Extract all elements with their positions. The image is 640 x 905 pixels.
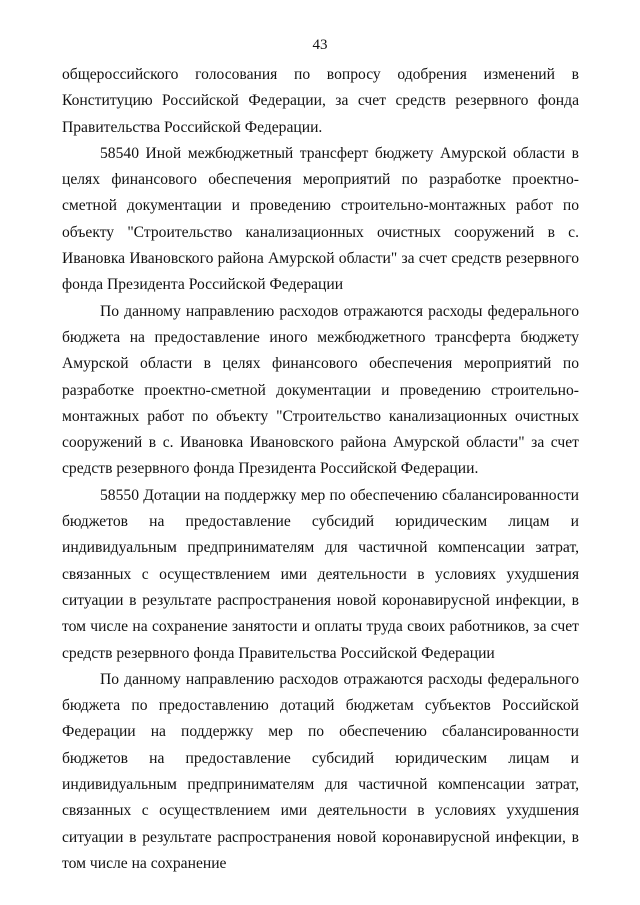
paragraph-58540-description: По данному направлению расходов отражаются расходы федерального бюджета на предоставление иного межбюджетного трансферта бюджету Амурской области в целях финансового обеспечения мероприятий по разработке проектно-сметной документации и проведению строительно-монтажных работ по объекту "Строительство канализационных очистных сооружений в с. Ивановка Ивановского района Амурской области" за счет средств резервного фонда Президента Российской Федерации. xyxy=(62,302,579,478)
page-number: 43 xyxy=(312,37,328,53)
paragraph-58540-heading: 58540 Иной межбюджетный трансферт бюджету Амурской области в целях финансового обеспечения мероприятий по разработке проектно-сметной документации и проведению строительно-монтажных работ по объекту "Строительство канализационных очистных сооружений в с. Ивановка Ивановского района Амурской области" за счет средств резервного фонда Президента Российской Федерации xyxy=(62,144,579,294)
paragraph-continuation: общероссийского голосования по вопросу одобрения изменений в Конституцию Российской Федерации, за счет средств резервного фонда Правительства Российской Федерации. xyxy=(62,66,579,136)
paragraph-58550-description: По данному направлению расходов отражаются расходы федерального бюджета по предоставлению дотаций бюджетам субъектов Российской Федерации на поддержку мер по обеспечению сбалансированности бюджетов на предоставление субсидий юридическим лицам и индивидуальным предпринимателям для частичной компенсации затрат, связанных с осуществлением ими деятельности в условиях ухудшения ситуации в результате распространения новой коронавирусной инфекции, в том числе на сохранение xyxy=(62,670,579,872)
document-body xyxy=(62,62,579,877)
paragraph-58550-heading: 58550 Дотации на поддержку мер по обеспечению сбалансированности бюджетов на предоставление субсидий юридическим лицам и индивидуальным предпринимателям для частичной компенсации затрат, связанных с осуществлением ими деятельности в условиях ухудшения ситуации в результате распространения новой коронавирусной инфекции, в том числе на сохранение занятости и оплаты труда своих работников, за счет средств резервного фонда Правительства Российской Федерации xyxy=(62,486,579,662)
